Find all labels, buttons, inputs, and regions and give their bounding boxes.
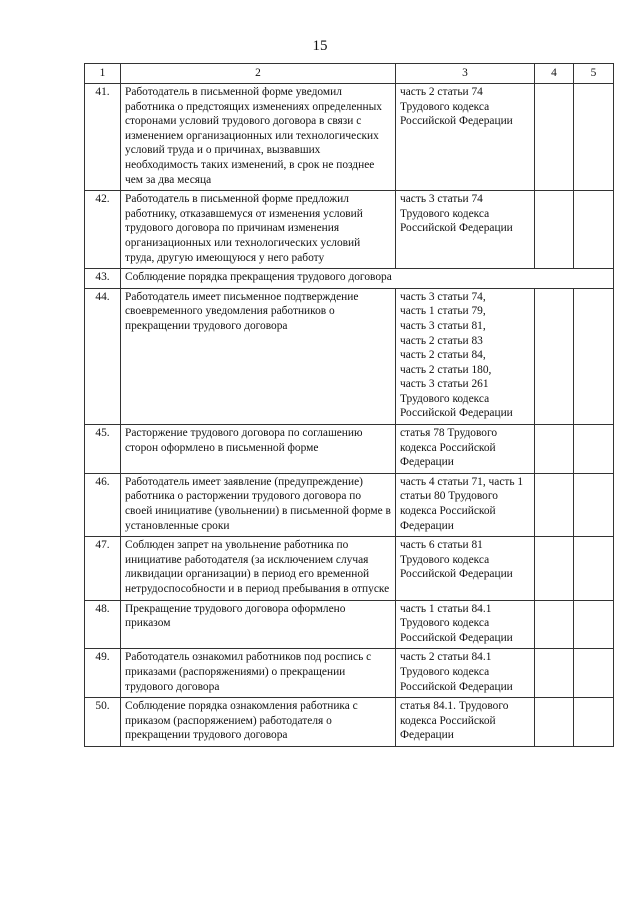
legal-basis: статья 78 Трудового кодекса Российской Федерации xyxy=(396,425,535,474)
row-number: 43. xyxy=(85,269,121,289)
header-cell-3: 3 xyxy=(396,64,535,84)
table-row xyxy=(85,288,614,424)
answer-cell xyxy=(535,425,574,474)
legal-basis: часть 6 статьи 81 Трудового кодекса Российской Федерации xyxy=(396,537,535,600)
legal-basis: часть 3 статьи 74 Трудового кодекса Российской Федерации xyxy=(396,191,535,269)
answer-cell xyxy=(535,288,574,424)
legal-basis: часть 1 статьи 84.1 Трудового кодекса Российской Федерации xyxy=(396,600,535,649)
row-number: 42. xyxy=(85,191,121,269)
answer-cell xyxy=(535,698,574,747)
page-number: 15 xyxy=(312,38,328,54)
section-row xyxy=(85,269,614,289)
requirement-text: Расторжение трудового договора по соглашению сторон оформлено в письменной форме xyxy=(121,425,396,474)
note-cell xyxy=(574,537,614,600)
row-number: 46. xyxy=(85,473,121,536)
header-cell-2: 2 xyxy=(121,64,396,84)
note-cell xyxy=(574,698,614,747)
answer-cell xyxy=(535,473,574,536)
header-cell-5: 5 xyxy=(574,64,614,84)
legal-basis: часть 2 статьи 84.1 Трудового кодекса Российской Федерации xyxy=(396,649,535,698)
table-row xyxy=(85,84,614,191)
requirement-text: Работодатель в письменной форме предложил работнику, отказавшемуся от изменения условий трудового договора по причинам изменения организационных или технологических условий труда, другую имеющуюся у него работу xyxy=(121,191,396,269)
header-row xyxy=(85,64,614,84)
row-number: 41. xyxy=(85,84,121,191)
requirement-text: Работодатель имеет заявление (предупреждение) работника о расторжении трудового договора по своей инициативе (увольнении) в письменной форме в установленные сроки xyxy=(121,473,396,536)
section-title: Соблюдение порядка прекращения трудового договора xyxy=(121,269,614,289)
note-cell xyxy=(574,425,614,474)
row-number: 48. xyxy=(85,600,121,649)
answer-cell xyxy=(535,84,574,191)
table-row xyxy=(85,191,614,269)
requirement-text: Работодатель ознакомил работников под роспись с приказами (распоряжениями) о прекращении трудового договора xyxy=(121,649,396,698)
note-cell xyxy=(574,191,614,269)
legal-basis: часть 4 статьи 71, часть 1 статьи 80 Трудового кодекса Российской Федерации xyxy=(396,473,535,536)
table-row xyxy=(85,600,614,649)
checklist-table xyxy=(84,63,614,747)
answer-cell xyxy=(535,600,574,649)
answer-cell xyxy=(535,191,574,269)
requirement-text: Соблюдение порядка ознакомления работника с приказом (распоряжением) работодателя о прекращении трудового договора xyxy=(121,698,396,747)
row-number: 44. xyxy=(85,288,121,424)
table-row xyxy=(85,698,614,747)
row-number: 50. xyxy=(85,698,121,747)
answer-cell xyxy=(535,537,574,600)
row-number: 45. xyxy=(85,425,121,474)
table-row xyxy=(85,473,614,536)
requirement-text: Работодатель в письменной форме уведомил работника о предстоящих изменениях определенных сторонами условий трудового договора в связи с изменением организационных или технологических условий труда и о причинах, вызвавших необходимость таких изменений, в срок не позднее чем за два месяца xyxy=(121,84,396,191)
answer-cell xyxy=(535,649,574,698)
note-cell xyxy=(574,473,614,536)
table-row xyxy=(85,649,614,698)
header-cell-1: 1 xyxy=(85,64,121,84)
note-cell xyxy=(574,649,614,698)
note-cell xyxy=(574,600,614,649)
note-cell xyxy=(574,288,614,424)
table-row xyxy=(85,425,614,474)
note-cell xyxy=(574,84,614,191)
table-row xyxy=(85,537,614,600)
legal-basis: часть 2 статьи 74 Трудового кодекса Российской Федерации xyxy=(396,84,535,191)
legal-basis: часть 3 статьи 74, часть 1 статьи 79, часть 3 статьи 81, часть 2 статьи 83 часть 2 статьи 84, часть 2 статьи 180, часть 3 статьи 261 Трудового кодекса Российской Федерации xyxy=(396,288,535,424)
row-number: 47. xyxy=(85,537,121,600)
requirement-text: Прекращение трудового договора оформлено приказом xyxy=(121,600,396,649)
legal-basis: статья 84.1. Трудового кодекса Российской Федерации xyxy=(396,698,535,747)
header-cell-4: 4 xyxy=(535,64,574,84)
requirement-text: Соблюден запрет на увольнение работника по инициативе работодателя (за исключением случая ликвидации организации) в период его временной нетрудоспособности и в период пребывания в отпуске xyxy=(121,537,396,600)
row-number: 49. xyxy=(85,649,121,698)
requirement-text: Работодатель имеет письменное подтверждение своевременного уведомления работников о прекращении трудового договора xyxy=(121,288,396,424)
